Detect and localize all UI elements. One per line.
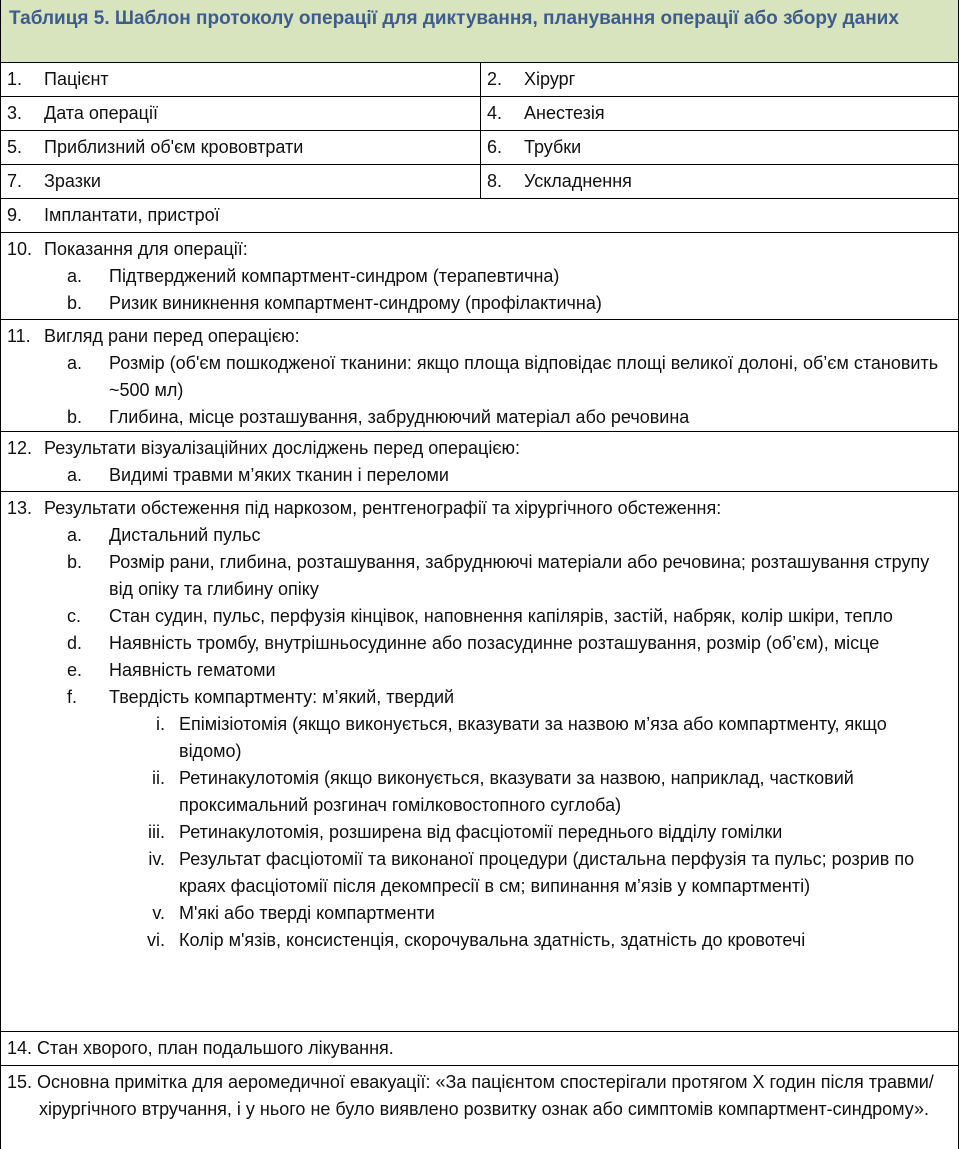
sub-sub-item-number: ii. [152, 768, 165, 788]
item-text: Вигляд рани перед операцією: [44, 326, 300, 346]
item-number: 12. [7, 438, 33, 458]
item-number: 7. [7, 171, 23, 191]
sub-item-number: e. [67, 660, 83, 680]
item-number: 5. [7, 137, 23, 157]
sub-item-text: Розмір (об'єм пошкодженої тканини: якщо площа відповідає площі великої долоні, об’єм становить ~500 мл) [109, 353, 939, 400]
item-text: Анестезія [524, 103, 605, 123]
sub-item [7, 684, 950, 711]
item-text: Ускладнення [524, 171, 632, 191]
sub-item [7, 549, 950, 603]
sub-item [7, 603, 950, 630]
item-text: Результати візуалізаційних досліджень перед операцією: [44, 438, 521, 458]
item-3 [1, 97, 481, 130]
item-number: 13. [7, 498, 33, 518]
sub-sub-item-text: Ретинакулотомія, розширена від фасціотомії переднього відділу гомілки [179, 822, 783, 842]
sub-item [7, 630, 950, 657]
table-row [1, 1065, 958, 1149]
sub-sub-item [7, 846, 950, 900]
item-number: 9. [7, 205, 23, 225]
sub-item-text: Твердість компартменту: м’який, твердий [109, 687, 455, 707]
sub-item-text: Видимі травми м’яких тканин і переломи [109, 465, 449, 485]
item-number: 8. [487, 171, 503, 191]
sub-item-number: b. [67, 407, 83, 427]
item-text: Приблизний об'єм крововтрати [44, 137, 304, 157]
table-row [1, 431, 958, 491]
item-13 [7, 495, 950, 522]
sub-sub-item-text: Результат фасціотомії та виконаної процедури (дистальна перфузія та пульс; розрив по краях фасціотомії після декомпресії в см; випинання м’язів у компартменті) [179, 849, 915, 896]
item-text: Пацієнт [44, 69, 109, 89]
sub-sub-item [7, 927, 950, 954]
table-row [1, 130, 958, 164]
item-text: Результати обстеження під наркозом, рентгенографії та хірургічного обстеження: [44, 498, 722, 518]
item-number: 1. [7, 69, 23, 89]
item-number: 4. [487, 103, 503, 123]
sub-item-text: Наявність гематоми [109, 660, 276, 680]
sub-item-number: a. [67, 525, 83, 545]
item-text: Показання для операції: [44, 239, 248, 259]
sub-sub-item-number: v. [152, 903, 165, 923]
item-number: 10. [7, 239, 33, 259]
item-2 [481, 63, 958, 96]
table-row [1, 319, 958, 431]
sub-item-number: b. [67, 552, 83, 572]
item-12 [7, 435, 950, 462]
item-text: Хірург [524, 69, 576, 89]
item-5 [1, 131, 481, 164]
sub-item [7, 522, 950, 549]
item-6 [481, 131, 958, 164]
table-row [1, 164, 958, 198]
sub-item-number: d. [67, 633, 83, 653]
item-text: Зразки [44, 171, 101, 191]
sub-item-number: b. [67, 293, 83, 313]
sub-item-text: Глибина, місце розташування, забруднюючий матеріал або речовина [109, 407, 690, 427]
sub-sub-item [7, 765, 950, 819]
table-row [1, 1031, 958, 1065]
sub-sub-item-text: Колір м'язів, консистенція, скорочувальна здатність, здатність до кровотечі [179, 930, 806, 950]
table-row [1, 198, 958, 232]
item-8 [481, 165, 958, 198]
item-number: 6. [487, 137, 503, 157]
table-title: Таблиця 5. Шаблон протоколу операції для диктування, планування операції або збору даних [1, 0, 958, 62]
item-number: 3. [7, 103, 23, 123]
item-14: 14. Стан хворого, план подальшого лікування. [7, 1038, 394, 1058]
item-text: Трубки [524, 137, 582, 157]
item-text: Дата операції [44, 103, 158, 123]
sub-item-text: Наявність тромбу, внутрішньосудинне або позасудинне розташування, розмір (об’єм), місце [109, 633, 880, 653]
sub-item [7, 263, 950, 290]
item-7 [1, 165, 481, 198]
sub-item-text: Розмір рани, глибина, розташування, забруднюючі матеріали або речовина; розташування струпу від опіку та глибину опіку [109, 552, 930, 599]
item-15: 15. Основна примітка для аеромедичної евакуації: «За пацієнтом спостерігали протягом X годин після травми/хірургічного втручання, і у нього не було виявлено розвитку ознак або симптомів компартмент-синдрому». [7, 1072, 934, 1119]
item-11 [7, 323, 950, 350]
item-text: Імплантати, пристрої [44, 205, 220, 225]
sub-item-text: Підтверджений компартмент-синдром (терапевтична) [109, 266, 560, 286]
sub-sub-item-text: М'які або тверді компартменти [179, 903, 435, 923]
item-1 [1, 63, 481, 96]
sub-item-text: Стан судин, пульс, перфузія кінцівок, наповнення капілярів, застій, набряк, колір шкіри, тепло [109, 606, 893, 626]
sub-sub-item-text: Епімізіотомія (якщо виконується, вказувати за назвою м’яза або компартменту, якщо відомо) [179, 714, 887, 761]
sub-item-number: a. [67, 353, 83, 373]
sub-sub-item-number: vi. [147, 930, 165, 950]
sub-item-number: a. [67, 465, 83, 485]
table-row [1, 491, 958, 1031]
sub-item [7, 657, 950, 684]
sub-sub-item [7, 819, 950, 846]
sub-item-number: f. [67, 687, 78, 707]
sub-item-text: Ризик виникнення компартмент-синдрому (профілактична) [109, 293, 602, 313]
sub-item [7, 404, 950, 431]
item-9 [7, 202, 950, 229]
item-number: 11. [7, 326, 31, 346]
sub-item [7, 350, 950, 404]
item-10 [7, 236, 950, 263]
sub-sub-item [7, 900, 950, 927]
table-row [1, 232, 958, 319]
sub-sub-item-number: i. [156, 714, 165, 734]
sub-item [7, 290, 950, 317]
sub-item [7, 462, 950, 489]
sub-sub-item-text: Ретинакулотомія (якщо виконується, вказувати за назвою, наприклад, частковий проксимальний розгинач гомілковостопного суглоба) [179, 768, 854, 815]
table-row [1, 62, 958, 96]
sub-item-number: a. [67, 266, 83, 286]
sub-sub-item-number: iii. [148, 822, 165, 842]
sub-item-text: Дистальний пульс [109, 525, 261, 545]
item-4 [481, 97, 958, 130]
sub-item-number: c. [67, 606, 82, 626]
item-number: 2. [487, 69, 503, 89]
table-row [1, 96, 958, 130]
sub-sub-item [7, 711, 950, 765]
sub-sub-item-number: iv. [148, 849, 165, 869]
